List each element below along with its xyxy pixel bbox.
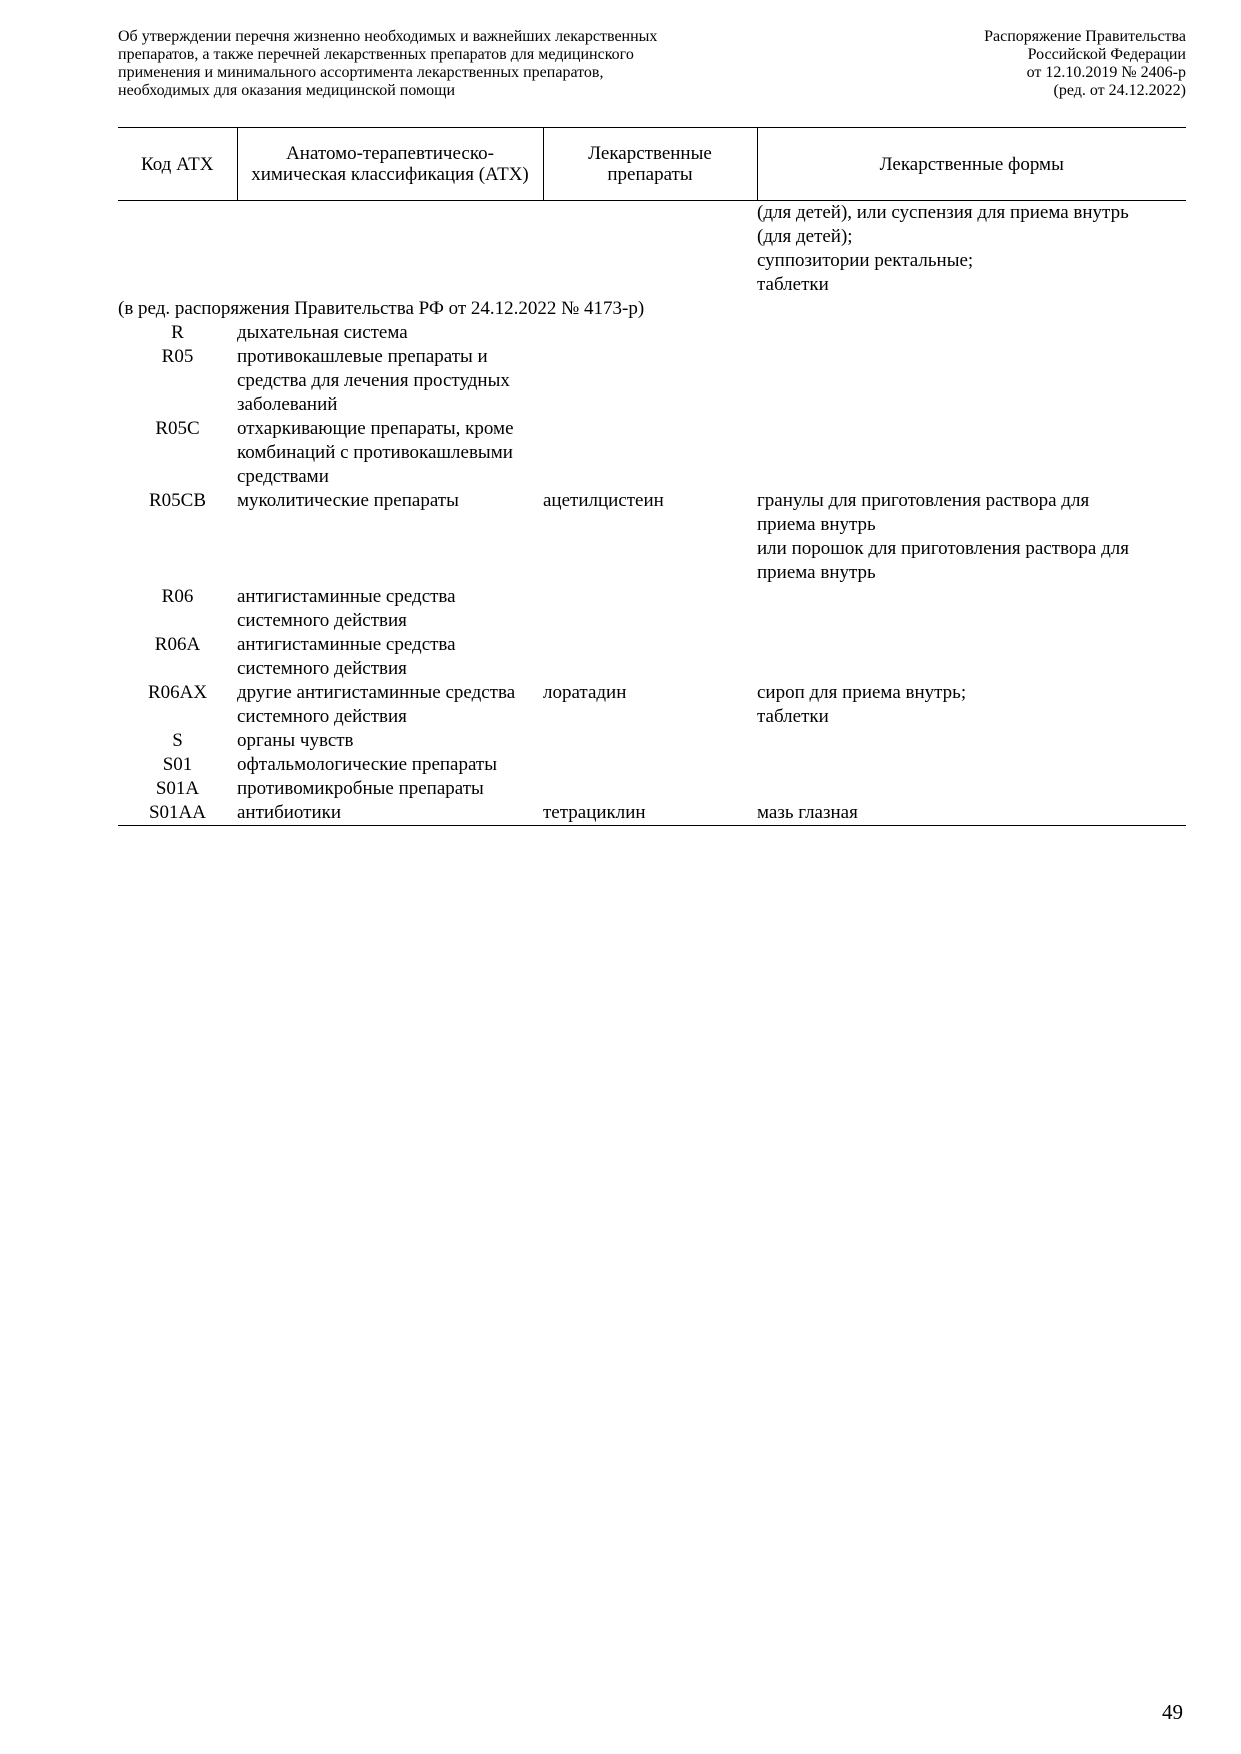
dosage-forms-cell [757,345,1186,417]
classification-cell: антигистаминные средства системного действия [237,634,456,679]
classification-cell: противокашлевые препараты и средства для лечения простудных заболеваний [237,346,510,415]
table-row [118,345,1186,417]
drug-cell [543,321,757,345]
dosage-forms-cell [757,585,1186,633]
atx-code-cell: R06A [154,634,201,655]
dosage-forms-cell: сироп для приема внутрь; таблетки [757,682,967,727]
classification-cell: другие антигистаминные средства системного действия [237,682,516,727]
atx-code-cell: R [171,322,184,343]
document-title-line: Об утверждении перечня жизненно необходимых и важнейших лекарственных [118,28,658,45]
header-dosage-forms: Лекарственные формы [757,128,1186,201]
dosage-forms-cell [757,417,1186,489]
document-title-line: необходимых для оказания медицинской помощи [118,82,456,99]
classification-cell: антигистаминные средства системного действия [237,586,456,631]
table-header-row [118,128,1186,201]
atx-code-cell: R05C [155,418,200,439]
drug-cell [543,417,757,489]
drug-cell [543,777,757,801]
classification-cell: органы чувств [237,730,354,751]
amendment-note-row [118,297,1186,321]
atx-code-cell: R06 [161,586,194,607]
table-row [118,777,1186,801]
atx-code-cell: S [172,730,183,751]
page-number: 49 [1162,1700,1183,1724]
classification-cell: муколитические препараты [237,490,459,511]
document-title-line: применения и минимального ассортимента лекарственных препаратов, [118,64,604,81]
header-drugs: Лекарственные препараты [543,128,757,201]
amendment-note: (в ред. распоряжения Правительства РФ от 24.12.2022 № 4173-р) [118,298,645,319]
atx-code-cell: S01A [155,778,200,799]
classification-cell [237,201,543,298]
dosage-forms-cell [757,321,1186,345]
table-row [118,321,1186,345]
dosage-forms-cell [757,777,1186,801]
drug-cell: лоратадин [543,682,627,703]
classification-cell: дыхательная система [237,322,408,343]
dosage-forms-cell: гранулы для приготовления раствора для приема внутрь или порошок для приготовления раствора для приема внутрь [757,490,1129,583]
document-reference-line: Распоряжение Правительства [984,28,1186,45]
dosage-forms-cell [757,753,1186,777]
atx-code-cell: R06AX [147,682,208,703]
document-reference-line: (ред. от 24.12.2022) [1053,82,1186,99]
document-title-line: препаратов, а также перечней лекарственных препаратов для медицинского [118,46,634,63]
classification-cell: противомикробные препараты [237,778,484,799]
drug-cell [543,345,757,417]
table-row [118,681,1186,729]
table-row [118,753,1186,777]
drug-cell [543,585,757,633]
atx-code-cell [118,201,237,298]
drug-cell [543,633,757,681]
document-reference-line: Российской Федерации [1027,46,1186,63]
header-atx-classification: Анатомо-терапевтическо-химическая классификация (АТХ) [237,128,543,201]
classification-cell: отхаркивающие препараты, кроме комбинаций с противокашлевыми средствами [237,418,514,487]
dosage-forms-cell [757,633,1186,681]
table-row [118,417,1186,489]
document-reference-line: от 12.10.2019 № 2406-р [1026,64,1186,81]
drug-cell: ацетилцистеин [543,490,664,511]
document-reference-block [856,28,1186,100]
continuation-row [118,201,1186,298]
drug-cell: тетрациклин [543,801,757,826]
drug-cell [543,729,757,753]
atx-code-cell: S01 [162,754,193,775]
drug-cell [543,201,757,298]
atx-classification-table [118,127,1186,826]
table-row [118,729,1186,753]
atx-code-cell: R05CB [148,490,207,511]
drug-cell [543,753,757,777]
table-row [118,633,1186,681]
dosage-forms-cell [757,729,1186,753]
table-row [118,585,1186,633]
classification-cell: антибиотики [237,801,543,826]
header-atx-code: Код АТХ [118,128,237,201]
atx-code-cell: R05 [161,346,194,367]
classification-cell: офтальмологические препараты [237,754,497,775]
dosage-forms-cell: (для детей), или суспензия для приема внутрь (для детей); суппозитории ректальные; таблетки [757,202,1129,295]
table-row [118,489,1186,585]
document-title-block [118,28,778,100]
table-row [118,801,1186,826]
atx-code-cell: S01AA [118,801,237,826]
dosage-forms-cell: мазь глазная [757,801,1186,826]
